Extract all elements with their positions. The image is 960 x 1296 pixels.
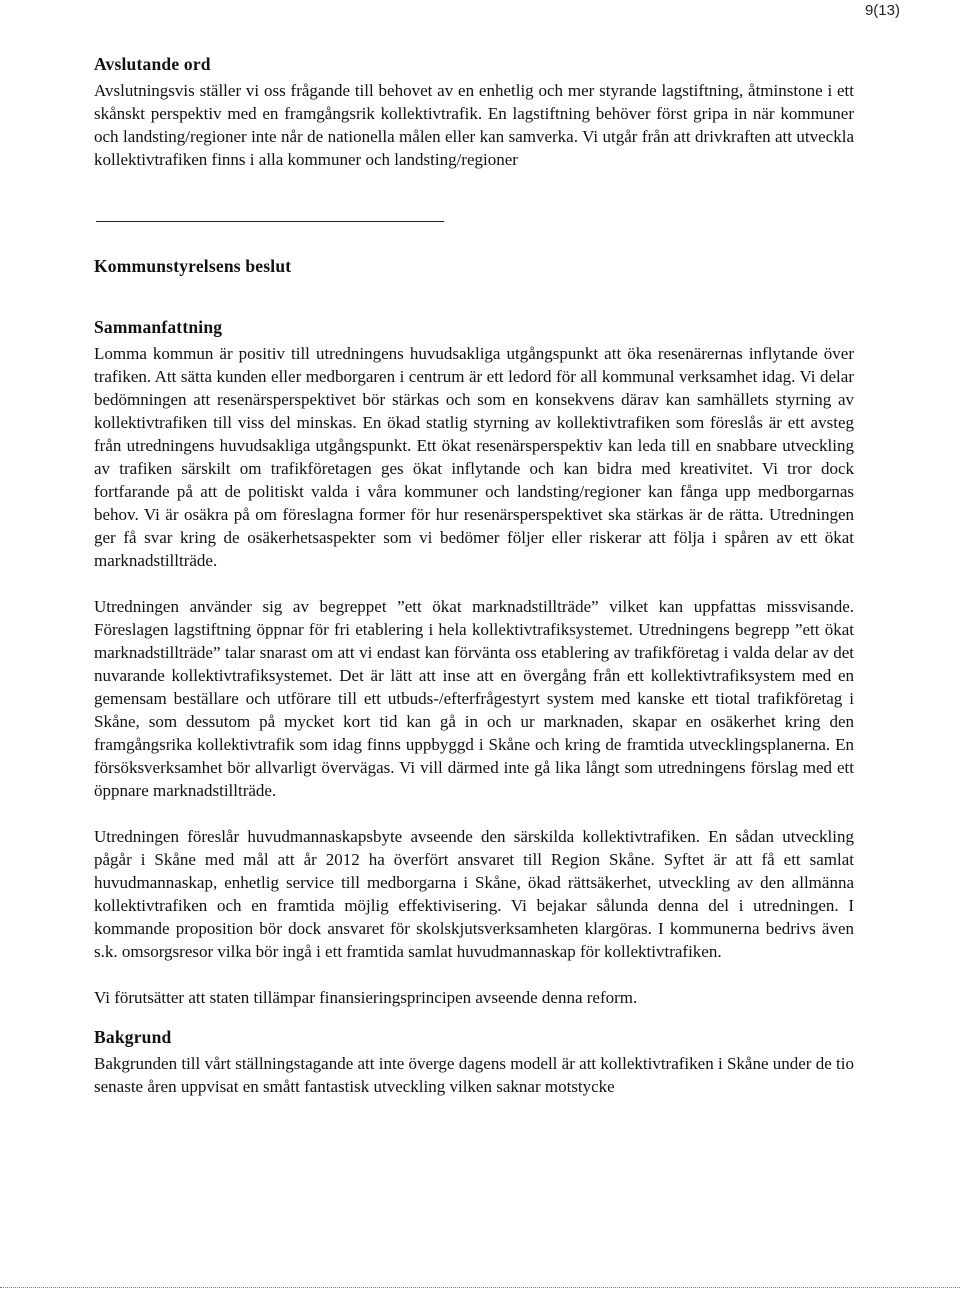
section-bakgrund bbox=[94, 1027, 854, 1098]
section-heading-kommunstyrelsens-beslut: Kommunstyrelsens beslut bbox=[94, 256, 292, 276]
page-bottom-rule bbox=[0, 1287, 960, 1288]
section-kommunstyrelsens-beslut bbox=[94, 256, 854, 277]
paragraph-bakgrund: Bakgrunden till vårt ställningstagande att inte överge dagens modell är att kollektivtrafiken i Skåne under de tio senaste åren uppvisat en smått fantastisk utveckling vilken saknar motstycke bbox=[94, 1054, 854, 1096]
paragraph-sammanfattning-3: Utredningen föreslår huvudmannaskapsbyte avseende den särskilda kollektivtrafiken. En sådan utveckling pågår i Skåne med mål att år 2012 ha överfört ansvaret till Region Skåne. Syftet är att få ett samlat huvudmannaskap, enhetlig service till medborgarna i Skåne, ökad rättsäkerhet, utveckling av den allmänna kollektivtrafiken och en framtida möjlig effektivisering. Vi bejakar sålunda denna del i utredningen. I kommande proposition bör dock ansvaret för skolskjutsverksamheten klargöras. I kommunerna bedrivs även s.k. omsorgsresor vilka bör ingå i ett framtida samlat huvudmannaskap för kollektivtrafiken. bbox=[94, 827, 854, 961]
section-sammanfattning bbox=[94, 317, 854, 1009]
page-number: 9(13) bbox=[864, 2, 900, 19]
section-heading-sammanfattning: Sammanfattning bbox=[94, 317, 223, 337]
paragraph-sammanfattning-2: Utredningen använder sig av begreppet ”ett ökat marknadstillträde” vilket kan uppfattas missvisande. Föreslagen lagstiftning öppnar för fri etablering i hela kollektivtrafiksystemet. Utredningens begrepp ”ett ökat marknadstillträde” talar snarast om att vi endast kan förvänta oss etablering av trafikföretag i valda delar av det nuvarande kollektivtrafiksystemet. Det är lätt att inse att en övergång från ett kollektivtrafiksystem med en gemensam beställare och utförare till ett utbuds-/efterfrågestyrt system med kanske ett tiotal trafikföretag i Skåne, som dessutom på mycket kort tid kan gå in och ur marknaden, skapar en osäkerhet kring den framgångsrika kollektivtrafik som idag finns uppbyggd i Skåne och kring de framtida utvecklingsplanerna. En försöksverksamhet bör allvarligt övervägas. Vi vill därmed inte gå lika långt som utredningens förslag med ett öppnare marknadstillträde. bbox=[94, 597, 854, 800]
paragraph-avslutande-ord: Avslutningsvis ställer vi oss frågande till behovet av en enhetlig och mer styrande lagstiftning, åtminstone i ett skånskt perspektiv med en framgångsrik kollektivtrafik. En lagstiftning behöver först gripa in när kommuner och landsting/regioner inte når de nationella målen eller kan samverka. Vi utgår från att drivkraften att utveckla kollektivtrafiken finns i alla kommuner och landsting/regioner bbox=[94, 81, 854, 169]
paragraph-sammanfattning-4: Vi förutsätter att staten tillämpar finansieringsprincipen avseende denna reform. bbox=[94, 988, 638, 1007]
section-heading-bakgrund: Bakgrund bbox=[94, 1027, 172, 1047]
document-body bbox=[94, 54, 854, 1098]
section-heading-avslutande-ord: Avslutande ord bbox=[94, 54, 211, 74]
section-avslutande-ord bbox=[94, 54, 854, 171]
paragraph-sammanfattning-1: Lomma kommun är positiv till utredningens huvudsakliga utgångspunkt att öka resenärernas inflytande över trafiken. Att sätta kunden eller medborgaren i centrum är ett ledord för all kommunal verksamhet idag. Vi delar bedömningen att resenärsperspektivet bör stärkas och som en konsekvens därav kan samhällets styrning av kollektivtrafiken till viss del minskas. En ökad statlig styrning av kollektivtrafiken som föreslås är ett avsteg från utredningens huvudsakliga utgångspunkt. Ett ökat resenärsperspektiv kan leda till en snabbare utveckling av trafiken särskilt om trafikföretagen ges ökat inflytande och kan bidra med kreativitet. Vi tror dock fortfarande på att de politiskt valda i våra kommuner och landsting/regioner kan fånga upp medborgarnas behov. Vi är osäkra på om föreslagna former för hur resenärsperspektivet ska stärkas är de rätta. Utredningen ger få svar kring de osäkerhetsaspekter som vi bedömer följer eller riskerar att följa i spåren av ett ökat marknadstillträde. bbox=[94, 344, 854, 570]
section-divider bbox=[96, 221, 444, 222]
